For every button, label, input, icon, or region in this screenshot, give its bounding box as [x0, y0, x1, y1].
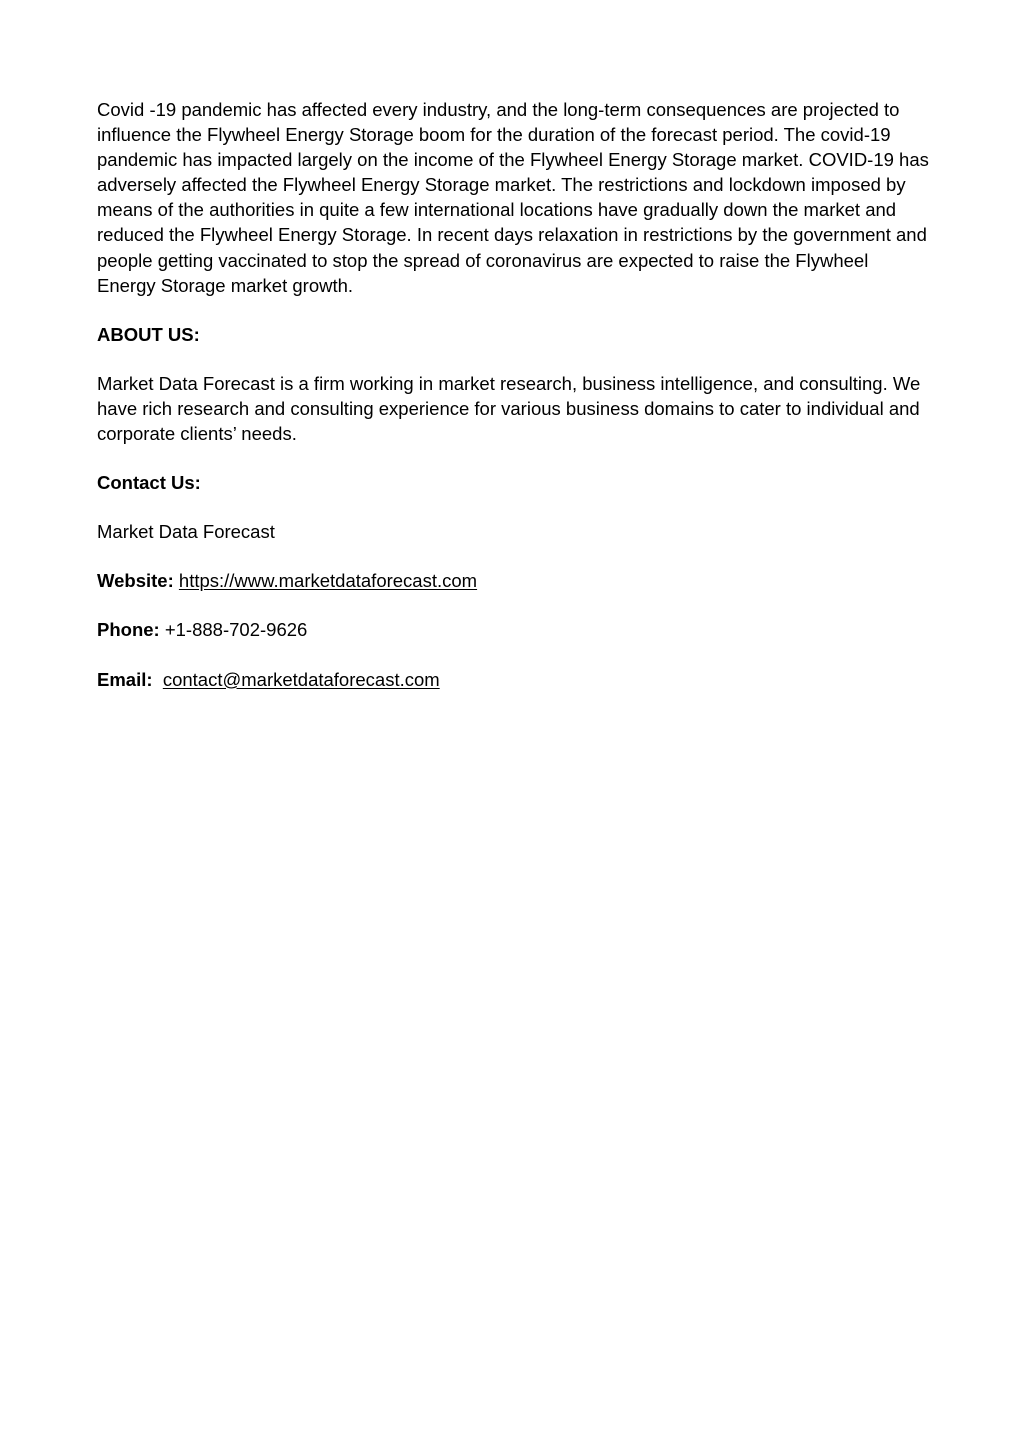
document-page: [97, 97, 929, 716]
website-label: Website:: [97, 570, 174, 592]
phone-label: Phone:: [97, 619, 160, 641]
website-line: [97, 568, 929, 593]
about-heading: ABOUT US:: [97, 323, 200, 345]
website-link[interactable]: https://www.marketdataforecast.com: [178, 570, 478, 592]
phone-value: +1-888-702-9626: [164, 619, 308, 641]
about-paragraph: Market Data Forecast is a firm working in market research, business intelligence, and consulting. We have rich research and consulting experience for various business domains to cater to individual and corporate clients’ needs.: [97, 372, 921, 445]
intro-paragraph: Covid -19 pandemic has affected every industry, and the long-term consequences are projected to influence the Flywheel Energy Storage boom for the duration of the forecast period. The covid-19 pandemic has impacted largely on the income of the Flywheel Energy Storage market. COVID-19 has adversely affected the Flywheel Energy Storage market. The restrictions and lockdown imposed by means of the authorities in quite a few international locations have gradually down the market and reduced the Flywheel Energy Storage. In recent days relaxation in restrictions by the government and people getting vaccinated to stop the spread of coronavirus are expected to raise the Flywheel Energy Storage market growth.: [97, 99, 929, 296]
company-name: Market Data Forecast: [97, 521, 275, 543]
phone-line: [97, 617, 929, 642]
email-line: [97, 667, 929, 692]
email-link[interactable]: contact@marketdataforecast.com: [162, 668, 440, 690]
email-label: Email:: [97, 668, 153, 690]
contact-heading: Contact Us:: [97, 472, 201, 494]
